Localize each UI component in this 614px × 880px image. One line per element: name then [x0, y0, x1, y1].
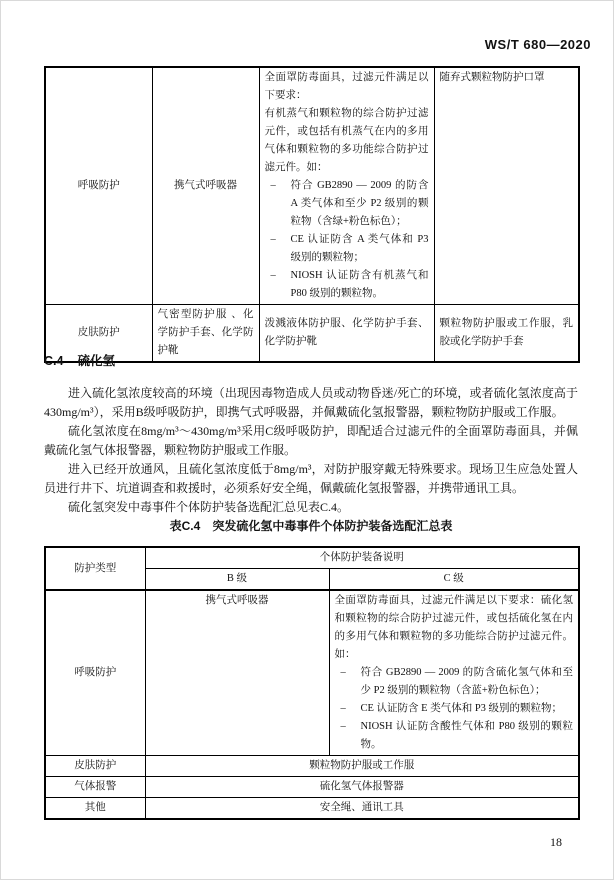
body-text	[44, 384, 578, 517]
table-row	[45, 67, 579, 305]
cell-protection-type: 呼吸防护	[45, 67, 152, 305]
cell-level-c: 颗粒物防护服或工作服，乳胶或化学防护手套	[434, 305, 579, 363]
section-label: C.4	[44, 354, 64, 368]
cell-level-b: 携气式呼吸器	[145, 590, 329, 756]
table-row	[45, 305, 579, 363]
cell-level-c	[329, 590, 579, 756]
list-item-text: CE 认证防含 A 类气体和 P3 级别的颗粒物；	[290, 234, 429, 263]
table-row	[45, 756, 579, 777]
header-protection-type: 防护类型	[45, 547, 145, 590]
header-group: 个体防护装备说明	[145, 547, 579, 569]
cell-level-c: 随弃式颗粒物防护口罩	[434, 67, 579, 305]
section-heading	[44, 351, 115, 369]
header-level-b: B 级	[145, 569, 329, 591]
table-caption	[44, 517, 578, 534]
paragraph: 进入已经开放通风，且硫化氢浓度低于8mg/m³，对防护服穿戴无特殊要求。现场卫生应急处置人员进行井下、坑道调查和救援时，必须系好安全绳，佩戴硫化氢报警器，并携带通讯工具。	[44, 462, 578, 495]
cell-text: 全面罩防毒面具，过滤元件满足以下要求：硫化氢和颗粒物的综合防护过滤元件，或包括硫化氢在内的多用气体和颗粒物的多功能综合防护过滤元件。如：	[334, 595, 573, 660]
cell-protection-type: 皮肤防护	[45, 305, 152, 363]
list-item	[265, 267, 429, 303]
ppe-table-continued	[44, 66, 580, 363]
dash-marker: –	[270, 270, 276, 281]
list-item-text: CE 认证防含 E 类气体和 P3 级别的颗粒物；	[360, 703, 563, 714]
dash-marker: –	[340, 667, 346, 678]
dash-marker: –	[340, 721, 346, 732]
dash-marker: –	[270, 180, 276, 191]
cell-merged-value: 颗粒物防护服或工作服	[145, 756, 579, 777]
cell-text: 有机蒸气和颗粒物的综合防护过滤元件，或包括有机蒸气在内的多用气体和颗粒物的多功能综合防护过滤元件。如：	[264, 108, 429, 173]
cell-protection-type: 其他	[45, 798, 145, 820]
list-item	[335, 700, 574, 718]
cell-protection-type: 呼吸防护	[45, 590, 145, 756]
paragraph: 硫化氢突发中毒事件个体防护装备选配汇总见表C.4。	[68, 500, 350, 514]
table-row	[45, 777, 579, 798]
cell-merged-value: 硫化氢气体报警器	[145, 777, 579, 798]
paragraph: 硫化氢浓度在8mg/m³～430mg/m³采用C级呼吸防护，即配适合过滤元件的全面罩防毒面具，并佩戴硫化氢气体报警器，颗粒物防护服或工作服。	[44, 424, 578, 457]
dash-marker: –	[270, 234, 276, 245]
cell-level-b: 泼溅液体防护服、化学防护手套、化学防护靴	[259, 305, 434, 363]
cell-protection-type: 气体报警	[45, 777, 145, 798]
table-header-row	[45, 547, 579, 569]
list-item-text: 符合 GB2890 — 2009 的防含 A 类气体和至少 P2 级别的颗粒物（含绿+粉色标色）；	[290, 180, 429, 227]
table-row	[45, 798, 579, 820]
list-item	[335, 718, 574, 754]
cell-merged-value: 安全绳、通讯工具	[145, 798, 579, 820]
section-title: 硫化氢	[77, 354, 115, 368]
list-item	[265, 231, 429, 267]
cell-level-a: 携气式呼吸器	[152, 67, 259, 305]
cell-level-b	[259, 67, 434, 305]
list-item-text: NIOSH 认证防含有机蒸气和 P80 级别的颗粒物。	[290, 270, 429, 299]
list-item	[335, 664, 574, 700]
h2s-ppe-table	[44, 546, 580, 820]
cell-level-a: 气密型防护服 、化学防护手套、化学防护靴	[152, 305, 259, 363]
list-item	[265, 177, 429, 231]
cell-protection-type: 皮肤防护	[45, 756, 145, 777]
page-number: 18	[550, 835, 562, 849]
doc-number: WS/T 680—2020	[484, 37, 591, 52]
caption-label: 表C.4	[169, 519, 201, 533]
list-item-text: 符合 GB2890 — 2009 的防含硫化氢气体和至少 P2 级别的颗粒物（含蓝+粉色标色）；	[360, 667, 573, 696]
caption-title: 突发硫化氢中毒事件个体防护装备选配汇总表	[212, 519, 453, 533]
list-item-text: NIOSH 认证防含酸性气体和 P80 级别的颗粒物。	[360, 721, 573, 750]
dash-marker: –	[340, 703, 346, 714]
header-level-c: C 级	[329, 569, 579, 591]
paragraph: 进入硫化氢浓度较高的环境（出现因毒物造成人员或动物昏迷/死亡的环境，或者硫化氢浓度高于430mg/m³），采用B级呼吸防护，即携气式呼吸器，并佩戴硫化氢报警器，颗粒物防护服或工作服。	[44, 386, 578, 419]
table-row	[45, 590, 579, 756]
cell-text: 全面罩防毒面具，过滤元件满足以下要求：	[264, 72, 429, 101]
